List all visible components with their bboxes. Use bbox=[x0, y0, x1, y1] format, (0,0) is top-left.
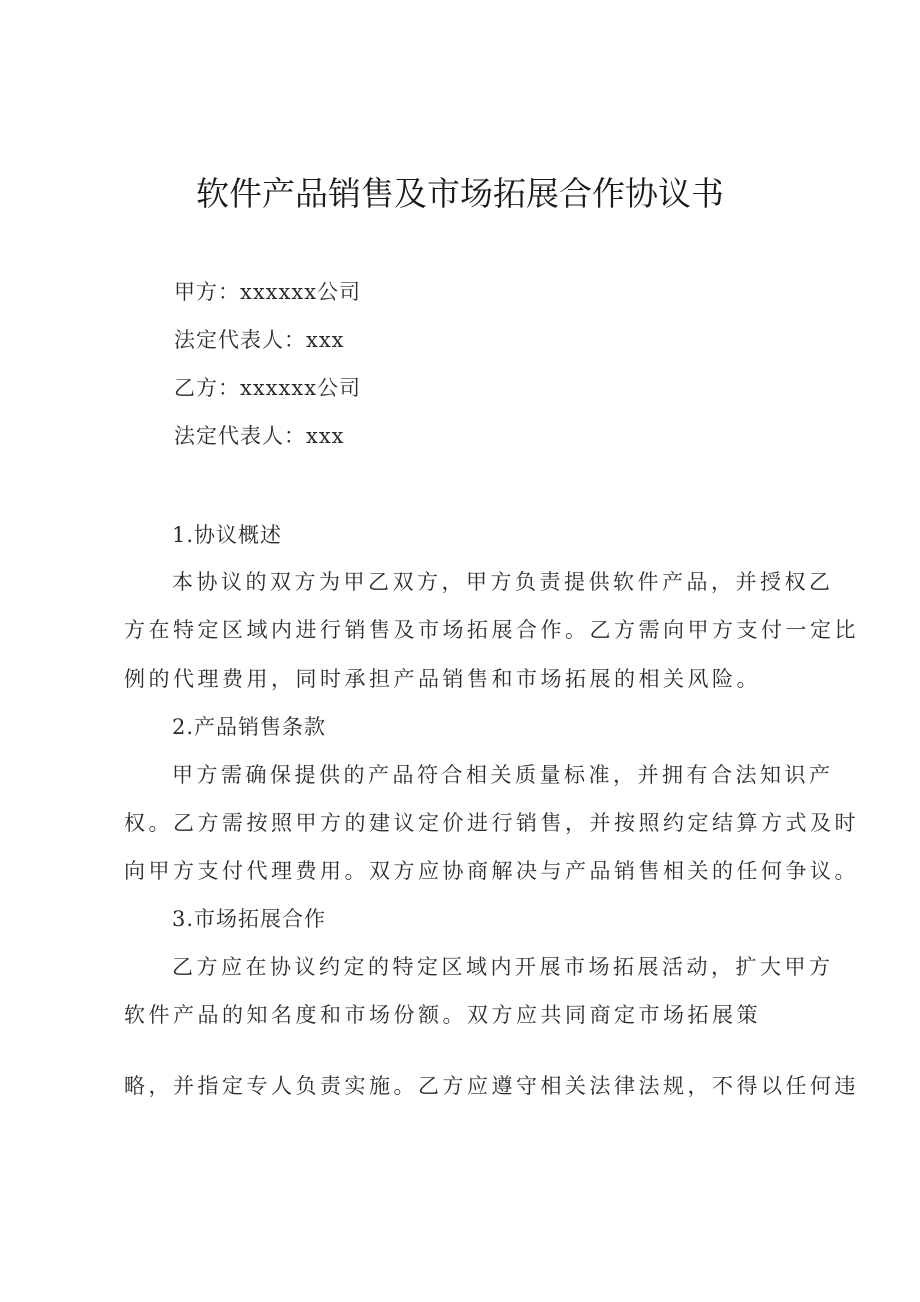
paragraph-line: 软件产品的知名度和市场份额。双方应共同商定市场拓展策 bbox=[124, 1003, 761, 1027]
party-a-representative: 法定代表人：xxx bbox=[174, 328, 345, 352]
section-heading: 2.产品销售条款 bbox=[172, 715, 327, 739]
document-title: 软件产品销售及市场拓展合作协议书 bbox=[196, 174, 724, 213]
party-b: 乙方：xxxxxx公司 bbox=[174, 376, 362, 400]
paragraph-line: 方在特定区域内进行销售及市场拓展合作。乙方需向甲方支付一定比 bbox=[124, 618, 859, 642]
paragraph-line: 权。乙方需按照甲方的建议定价进行销售，并按照约定结算方式及时 bbox=[124, 811, 859, 835]
party-b-representative: 法定代表人：xxx bbox=[174, 424, 345, 448]
paragraph-line: 向甲方支付代理费用。双方应协商解决与产品销售相关的任何争议。 bbox=[124, 859, 859, 883]
section-heading: 3.市场拓展合作 bbox=[172, 907, 327, 931]
paragraph-line: 略，并指定专人负责实施。乙方应遵守相关法律法规，不得以任何违 bbox=[124, 1074, 859, 1098]
paragraph-line: 本协议的双方为甲乙双方，甲方负责提供软件产品，并授权乙 bbox=[172, 570, 834, 594]
paragraph-line: 甲方需确保提供的产品符合相关质量标准，并拥有合法知识产 bbox=[172, 763, 834, 787]
party-a: 甲方：xxxxxx公司 bbox=[174, 280, 362, 304]
paragraph-line: 乙方应在协议约定的特定区域内开展市场拓展活动，扩大甲方 bbox=[172, 955, 834, 979]
section-heading: 1.协议概述 bbox=[172, 523, 283, 547]
paragraph-line: 例的代理费用，同时承担产品销售和市场拓展的相关风险。 bbox=[124, 667, 761, 691]
